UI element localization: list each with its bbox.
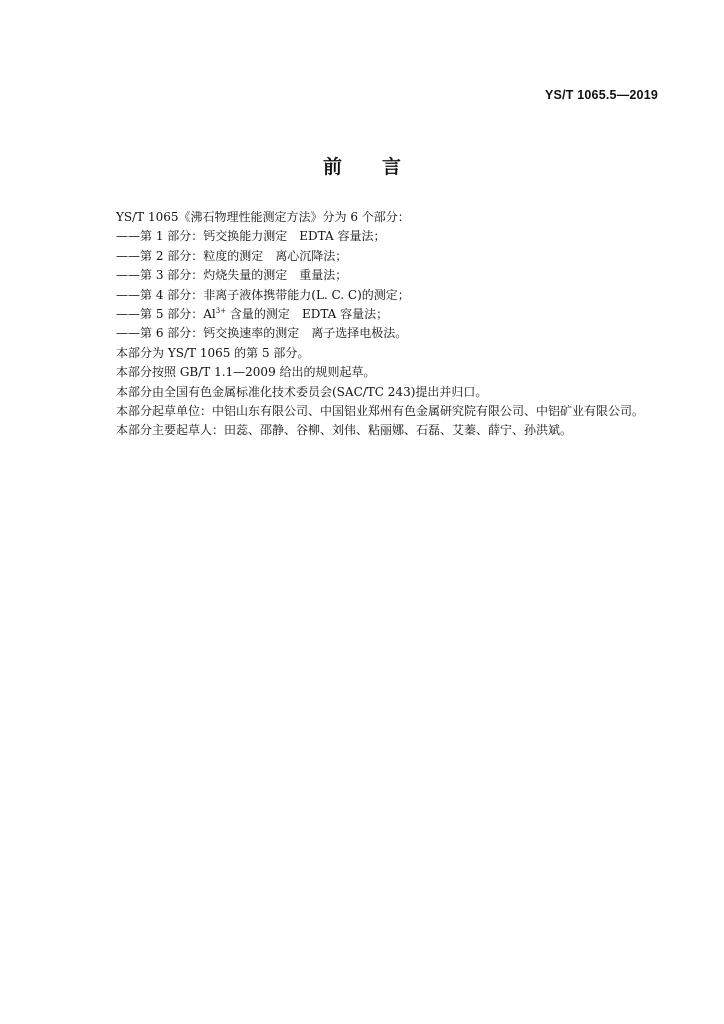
part-method: 离子选择电极法。: [311, 326, 408, 341]
proposed-by-statement: 本部分由全国有色金属标准化技术委员会(SAC/TC 243)提出并归口。: [116, 384, 488, 399]
part-title: ——第 5 部分：Al: [116, 307, 216, 322]
document-code: YS/T 1065.5—2019: [545, 88, 658, 102]
part-list-item: [116, 227, 676, 246]
part-list-item: [116, 247, 676, 266]
part-list-item: [116, 305, 676, 324]
page-title: 前言: [322, 156, 441, 178]
part-title-suffix: 含量的测定: [226, 307, 290, 322]
drafters-statement: 本部分主要起草人：田蕊、邵静、谷柳、刘伟、粘丽娜、石磊、艾蓁、薛宁、孙洪斌。: [116, 423, 573, 438]
drafting-rules-statement: 本部分按照 GB/T 1.1—2009 给出的规则起草。: [116, 365, 376, 380]
part-list-item: [116, 266, 676, 285]
superscript-charge: 3+: [215, 307, 227, 316]
foreword-body: [116, 208, 676, 441]
part-method: EDTA 容量法；: [299, 229, 386, 244]
drafting-units-statement: 本部分起草单位：中铝山东有限公司、中国铝业郑州有色金属研究院有限公司、中铝矿业有限公司。: [116, 404, 645, 419]
part-title: ——第 4 部分：非离子液体携带能力(L. C. C)的测定；: [116, 287, 410, 302]
intro-line: YS/T 1065《沸石物理性能测定方法》分为 6 个部分：: [116, 210, 410, 224]
part-method: EDTA 容量法；: [301, 307, 389, 322]
part-method: 重量法；: [299, 268, 348, 283]
part-list-item: [116, 286, 676, 305]
part-method: 离心沉降法；: [275, 248, 348, 263]
part-of-statement: 本部分为 YS/T 1065 的第 5 部分。: [116, 345, 310, 360]
part-title: ——第 6 部分：钙交换速率的测定: [116, 326, 300, 341]
part-title: ——第 3 部分：灼烧失量的测定: [116, 268, 288, 283]
part-title: ——第 2 部分：粒度的测定: [116, 248, 264, 263]
part-title: ——第 1 部分：钙交换能力测定: [116, 229, 288, 244]
part-list-item: [116, 324, 676, 343]
